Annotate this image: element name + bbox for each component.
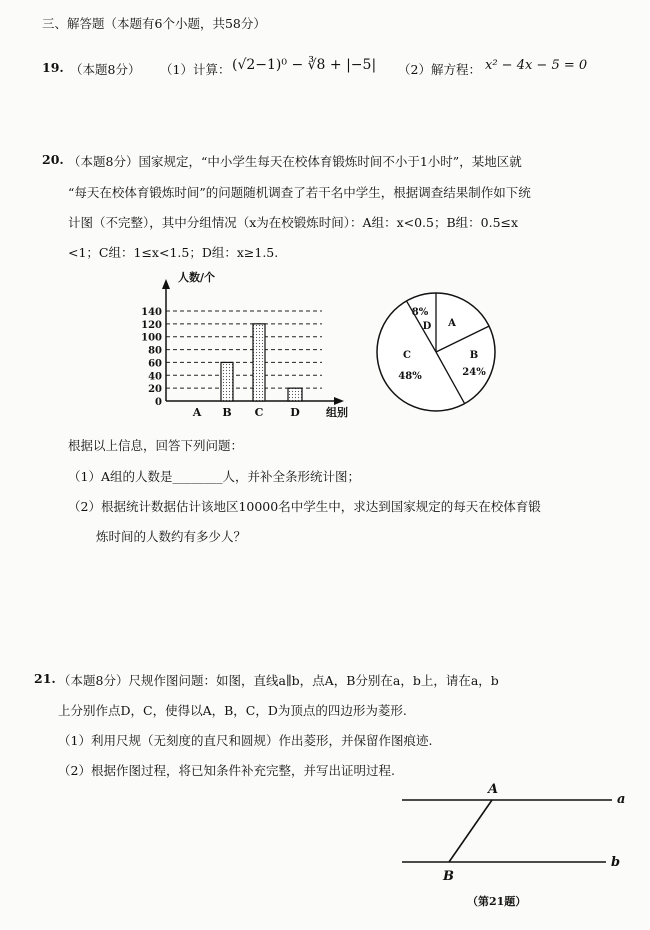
- q20-line2: “每天在校体育锻炼时间”的问题随机调查了若干名中学生，根据调查结果制作如下统: [68, 185, 531, 200]
- figure-caption: （第21题）: [467, 895, 527, 908]
- q20-part2-line1: （2）根据统计数据估计该地区10000名中学生中，求达到国家规定的每天在校体育锻: [68, 499, 541, 514]
- line-b-label: b: [611, 855, 621, 870]
- pie-label-a: A: [448, 318, 456, 329]
- x-tick-label: A: [192, 406, 202, 419]
- pie-percent-d: 8%: [411, 307, 429, 318]
- x-tick-label: D: [290, 406, 300, 419]
- y-tick-label: 20: [148, 384, 162, 396]
- q20-line4: <1；C组：1≤x<1.5；D组：x≥1.5.: [68, 245, 279, 260]
- pie-percent-b: 24%: [462, 367, 486, 378]
- x-tick-label: B: [222, 406, 232, 419]
- line-a-label: a: [617, 792, 626, 807]
- y-tick-label: 120: [141, 319, 162, 331]
- q19-points: （本题8分）: [70, 62, 141, 77]
- q21-number: 21.: [34, 671, 56, 686]
- q20-prompt: 根据以上信息，回答下列问题：: [68, 438, 244, 453]
- q21-line2: 上分别作点D，C，使得以A，B，C，D为顶点的四边形为菱形.: [58, 703, 407, 718]
- q19-part1-expression: (√2−1)⁰ − ∛8 + |−5|: [232, 57, 377, 73]
- pie-percent-c: 48%: [398, 371, 422, 382]
- q19-part2-expression: x² − 4x − 5 = 0: [485, 58, 588, 73]
- q19-part2-label: （2）解方程：: [398, 62, 481, 77]
- x-tick-label: C: [254, 406, 264, 419]
- q20-part2-line2: 炼时间的人数约有多少人？: [96, 529, 247, 544]
- pie-label-c: C: [403, 350, 411, 361]
- section-heading: 三、解答题（本题有6个小题，共58分）: [42, 16, 266, 31]
- q21-part1: （1）利用尺规（无刻度的直尺和圆规）作出菱形，并保留作图痕迹.: [58, 733, 433, 748]
- y-tick-label: 40: [148, 371, 162, 383]
- q19-part1-label: （1）计算：: [160, 62, 231, 77]
- y-tick-label: 60: [148, 358, 162, 370]
- point-b-label: B: [443, 869, 454, 884]
- y-tick-label: 80: [148, 345, 162, 357]
- y-axis-label: 人数/个: [178, 271, 216, 284]
- q20-number: 20.: [42, 152, 64, 167]
- q21-line1: （本题8分）尺规作图问题：如图，直线a∥b，点A，B分别在a，b上，请在a，b: [58, 673, 499, 688]
- x-axis-label: 组别: [326, 406, 348, 419]
- point-a-label: A: [488, 782, 499, 797]
- y-tick-label: 100: [141, 332, 162, 344]
- q21-part2: （2）根据作图过程，将已知条件补充完整，并写出证明过程.: [58, 763, 395, 778]
- q19-number: 19.: [42, 60, 64, 75]
- pie-label-d: D: [422, 321, 432, 332]
- q20-line3: 计图（不完整），其中分组情况（x为在校锻炼时间）：A组：x<0.5；B组：0.5≤x: [68, 215, 519, 230]
- q20-part1: （1）A组的人数是________人，并补全条形统计图；: [68, 469, 360, 484]
- y-tick-label: 0: [155, 397, 162, 408]
- segment-ab: [449, 800, 492, 862]
- y-tick-label: 140: [141, 307, 162, 318]
- pie-label-b: B: [469, 350, 479, 361]
- q20-line1: （本题8分）国家规定，“中小学生每天在校体育锻炼时间不小于1小时”，某地区就: [68, 154, 522, 169]
